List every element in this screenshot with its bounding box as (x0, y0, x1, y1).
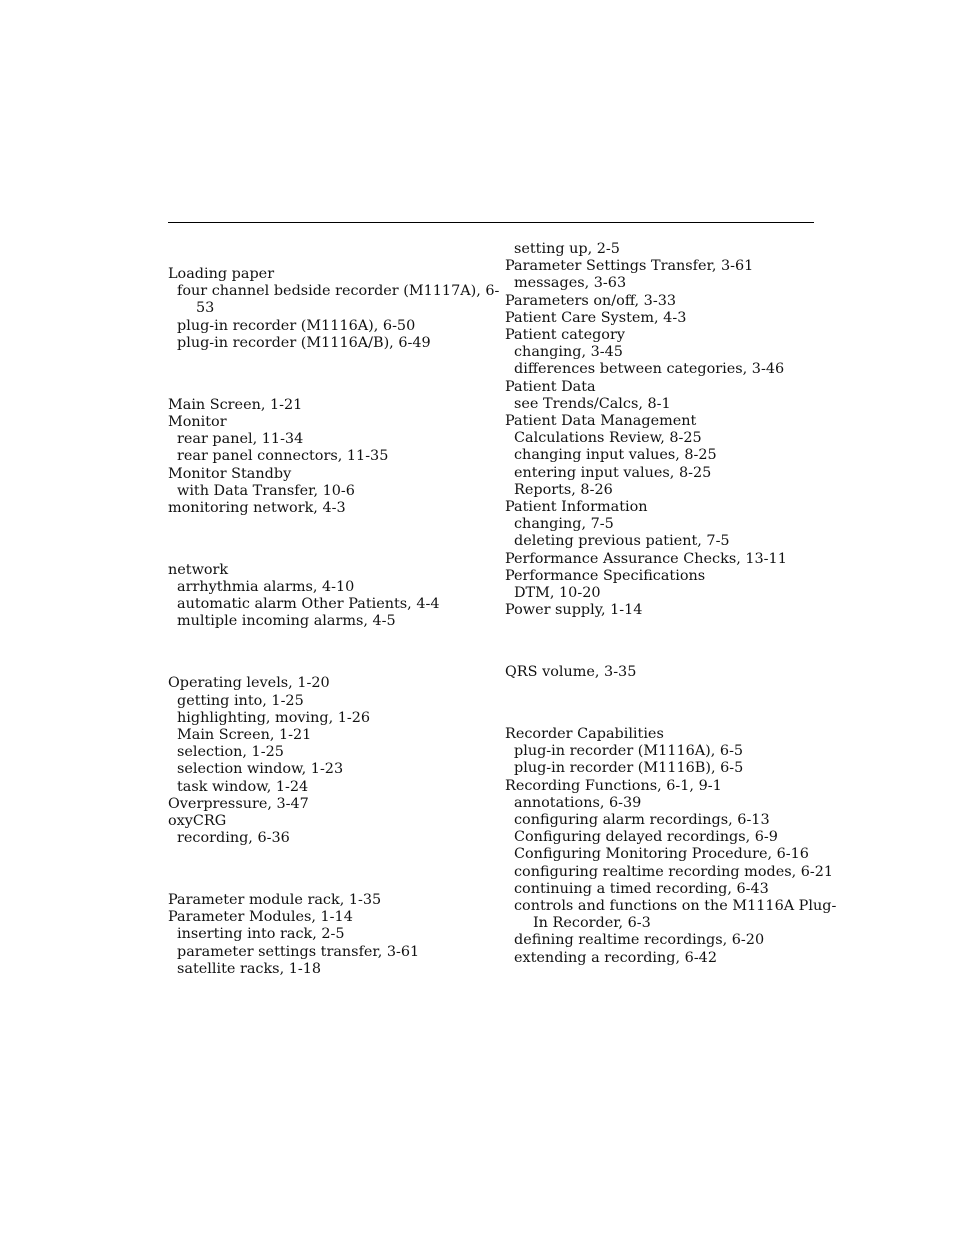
index-subentry: changing input values, 8-25 (514, 447, 717, 464)
index-subentry: Configuring Monitoring Procedure, 6-16 (514, 846, 809, 863)
index-entry: Recorder Capabilities (505, 726, 664, 743)
index-entry: QRS volume, 3-35 (505, 664, 637, 681)
index-entry: Patient category (505, 327, 625, 343)
index-subentry: Calculations Review, 8-25 (514, 430, 702, 447)
index-subentry: DTM, 10-20 (514, 585, 601, 601)
index-entry: Patient Information (505, 499, 648, 515)
index-subentry: satellite racks, 1-18 (177, 960, 322, 977)
index-entry: Monitor (168, 413, 227, 430)
index-entry: Patient Data (505, 378, 596, 395)
index-subentry: rear panel connectors, 11-35 (177, 448, 389, 465)
index-subentry: messages, 3-63 (514, 275, 627, 292)
index-entry: Parameter Modules, 1-14 (168, 909, 353, 926)
header-rule (168, 222, 814, 223)
index-subentry: changing, 3-45 (514, 344, 623, 361)
index-subentry: task window, 1-24 (177, 778, 309, 795)
index-subentry: recording, 6-36 (177, 830, 290, 847)
index-subentry: changing, 7-5 (514, 516, 614, 533)
index-subentry: plug-in recorder (M1116A), 6-5 (514, 743, 744, 760)
index-subentry: multiple incoming alarms, 4-5 (177, 613, 396, 630)
index-subentry: configuring realtime recording modes, 6-21 (514, 863, 834, 880)
index-entry: Recording Functions, 6-1, 9-1 (505, 777, 722, 794)
index-subentry: defining realtime recordings, 6-20 (514, 932, 765, 949)
index-subentry: plug-in recorder (M1116A), 6-50 (177, 317, 416, 334)
index-entry: Main Screen, 1-21 (168, 396, 303, 413)
index-entry: Overpressure, 3-47 (168, 795, 309, 812)
index-subentry: Reports, 8-26 (514, 481, 613, 498)
index-subentry: see Trends/Calcs, 8-1 (514, 395, 671, 412)
index-subentry: parameter settings transfer, 3-61 (177, 943, 420, 960)
index-entry: Parameter Settings Transfer, 3-61 (505, 258, 754, 275)
index-entry: Parameter module rack, 1-35 (168, 892, 382, 909)
index-subentry: automatic alarm Other Patients, 4-4 (177, 596, 440, 613)
index-subentry: annotations, 6-39 (514, 794, 642, 811)
index-subentry: rear panel, 11-34 (177, 431, 304, 448)
index-subentry: selection window, 1-23 (177, 761, 344, 778)
index-entry: Patient Care System, 4-3 (505, 309, 687, 326)
index-subentry: getting into, 1-25 (177, 692, 304, 709)
index-entry: Performance Assurance Checks, 13-11 (505, 550, 787, 567)
index-subentry: In Recorder, 6-3 (533, 915, 651, 932)
index-entry: monitoring network, 4-3 (168, 499, 346, 516)
index-subentry: 53 (196, 300, 215, 317)
index-subentry: plug-in recorder (M1116A/B), 6-49 (177, 334, 431, 351)
index-subentry: with Data Transfer, 10-6 (177, 482, 355, 499)
index-entry: oxyCRG (168, 812, 227, 829)
index-entry: Patient Data Management (505, 413, 697, 429)
index-subentry: entering input values, 8-25 (514, 464, 712, 481)
index-subentry: configuring alarm recordings, 6-13 (514, 812, 770, 829)
index-entry: Monitor Standby (168, 465, 292, 482)
index-entry: Loading paper (168, 266, 275, 282)
index-subentry: Main Screen, 1-21 (177, 726, 312, 743)
index-subentry: continuing a timed recording, 6-43 (514, 880, 769, 897)
index-entry: Performance Specifications (505, 567, 706, 584)
index-entry: network (168, 561, 229, 578)
index-subentry: four channel bedside recorder (M1117A), 6- (177, 283, 500, 300)
index-subentry: setting up, 2-5 (514, 241, 620, 257)
index-entry: Operating levels, 1-20 (168, 675, 330, 692)
index-subentry: arrhythmia alarms, 4-10 (177, 579, 355, 596)
index-subentry: selection, 1-25 (177, 744, 284, 761)
index-subentry: inserting into rack, 2-5 (177, 926, 345, 943)
index-subentry: controls and functions on the M1116A Plug- (514, 898, 837, 915)
index-subentry: highlighting, moving, 1-26 (177, 709, 371, 726)
index-entry: Power supply, 1-14 (505, 602, 643, 619)
index-entry: Parameters on/off, 3-33 (505, 292, 677, 309)
index-subentry: deleting previous patient, 7-5 (514, 533, 730, 550)
index-subentry: Configuring delayed recordings, 6-9 (514, 829, 778, 846)
index-subentry: extending a recording, 6-42 (514, 949, 717, 966)
index-subentry: differences between categories, 3-46 (514, 361, 785, 378)
index-subentry: plug-in recorder (M1116B), 6-5 (514, 760, 744, 777)
